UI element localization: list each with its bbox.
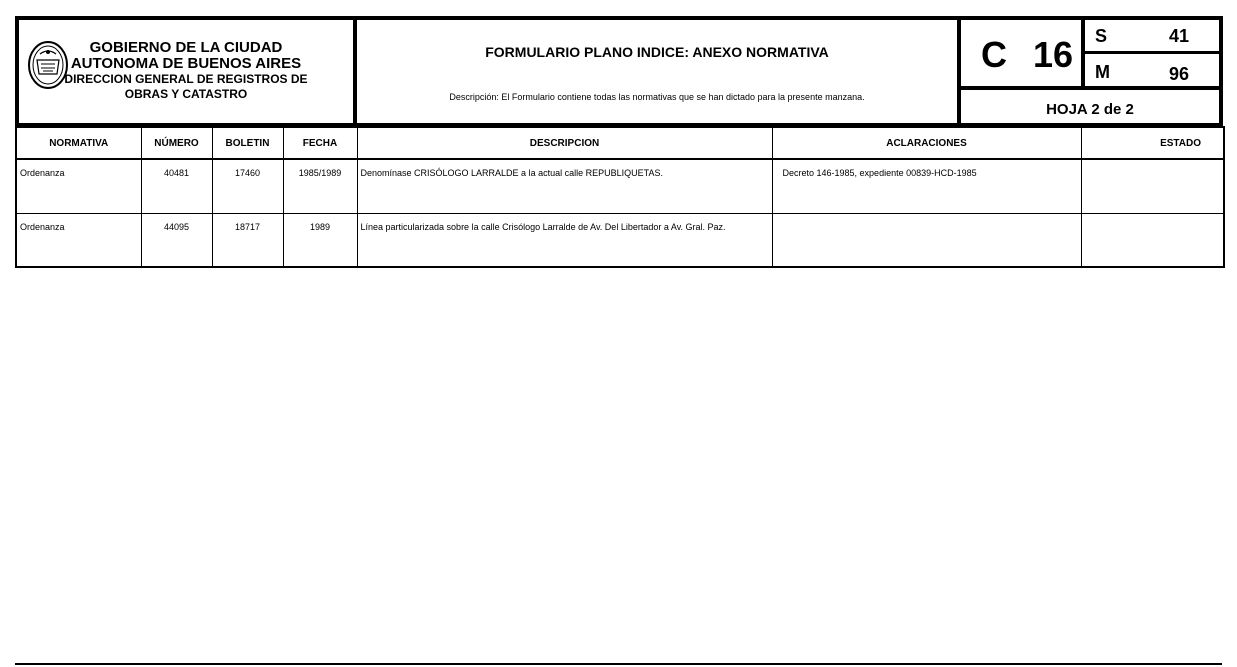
cell-boletin: 18717: [212, 213, 283, 267]
form-description: Descripción: El Formulario contiene todas las normativas que se han dictado para la presente manzana.: [449, 92, 865, 102]
org-line-3: DIRECCION GENERAL DE REGISTROS DE: [64, 72, 308, 86]
circunscripcion-number: 16: [1033, 34, 1074, 75]
org-header-box: [15, 16, 357, 127]
manzana-label: M: [1095, 62, 1110, 82]
circunscripcion-letter: C: [981, 34, 1007, 75]
table-header-row: [16, 127, 1224, 159]
cell-normativa: Ordenanza: [16, 213, 141, 267]
org-title: [19, 40, 353, 102]
cell-estado: [1081, 213, 1224, 267]
cell-aclaraciones: Decreto 146-1985, expediente 00839-HCD-1985: [772, 159, 1081, 213]
column-header-aclaraciones: ACLARACIONES: [772, 127, 1081, 159]
column-header-boletin: BOLETIN: [212, 127, 283, 159]
seccion-manzana-box: [1081, 16, 1223, 90]
cell-descripcion: Denomínase CRISÓLOGO LARRALDE a la actual calle REPUBLIQUETAS.: [357, 159, 772, 213]
manzana-value: 96: [1169, 64, 1190, 84]
cell-fecha: 1989: [283, 213, 357, 267]
bottom-rule: [15, 663, 1222, 665]
form-title-box: [353, 16, 961, 127]
column-header-descripcion: DESCRIPCION: [357, 127, 772, 159]
cell-boletin: 17460: [212, 159, 283, 213]
cell-fecha: 1985/1989: [283, 159, 357, 213]
seccion-label: S: [1095, 26, 1108, 46]
seccion-manzana-divider: [1085, 51, 1219, 54]
cell-numero: 40481: [141, 159, 212, 213]
cell-estado: [1081, 159, 1224, 213]
column-header-normativa: NORMATIVA: [16, 127, 141, 159]
hoja-label: HOJA 2 de 2: [1046, 101, 1134, 118]
table-row: [16, 213, 1224, 267]
org-line-4: OBRAS Y CATASTRO: [124, 87, 248, 101]
normativa-table: [15, 126, 1225, 268]
cell-aclaraciones: [772, 213, 1081, 267]
hoja-box: [957, 86, 1223, 127]
column-header-numero: NÚMERO: [141, 127, 212, 159]
org-line-1: GOBIERNO DE LA CIUDAD: [89, 39, 283, 56]
org-line-2: AUTONOMA DE BUENOS AIRES: [70, 55, 302, 72]
column-header-estado: ESTADO: [1081, 127, 1224, 159]
table-row: [16, 159, 1224, 213]
column-header-fecha: FECHA: [283, 127, 357, 159]
seccion-value: 41: [1169, 26, 1190, 46]
cell-normativa: Ordenanza: [16, 159, 141, 213]
cell-numero: 44095: [141, 213, 212, 267]
form-title: FORMULARIO PLANO INDICE: ANEXO NORMATIVA: [485, 44, 829, 60]
circunscripcion-box: [957, 16, 1085, 90]
cell-descripcion: Línea particularizada sobre la calle Crisólogo Larralde de Av. Del Libertador a Av. Gral. Paz.: [357, 213, 772, 267]
